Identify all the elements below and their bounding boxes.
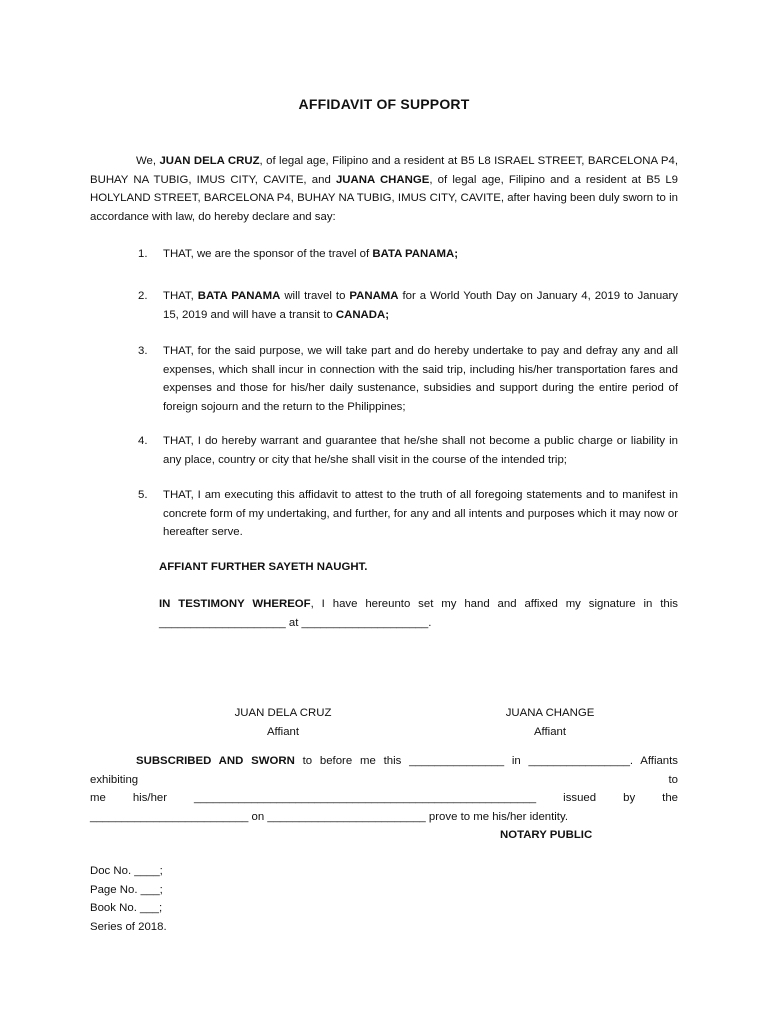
item-text: THAT, BATA PANAMA will travel to PANAMA for a World Youth Day on January 4, 2019 to January 15, 2019 and will have a transit to CANADA; (163, 290, 678, 321)
affiant-name: JUAN DELA CRUZ (234, 707, 332, 719)
item-number: 1. (138, 248, 148, 260)
item-text: THAT, for the said purpose, we will take part and do hereby undertake to pay and defray any and all expenses, which shall incur in connection with the said trip, including his/her transportation fares and expenses and those for his/her daily sustenance, subsidies and support during the entire period of foreign sojourn and the return to the Philippines; (163, 345, 678, 413)
item-text: THAT, I do hereby warrant and guarantee that he/she shall not become a public charge or liability in any place, country or city that he/she shall visit in the course of the intended trip; (163, 435, 678, 466)
item-text: THAT, we are the sponsor of the travel of BATA PANAMA; (163, 248, 458, 260)
item-text: THAT, I am executing this affidavit to attest to the truth of all foregoing statements and to manifest in concrete form of my undertaking, and further, for any and all intents and purposes which it may now or hereafter serve. (163, 489, 678, 538)
document-title: AFFIDAVIT OF SUPPORT (298, 96, 470, 112)
item-number: 5. (138, 489, 148, 501)
list-item (138, 486, 678, 542)
sworn-paragraph: SUBSCRIBED AND SWORN to before me this _______________ in ________________. Affiants exhibiting to me his/her ______________________________________________________ issued by the _________________________ on _________________________ prove to me his/her identity. (90, 755, 679, 823)
list-item (138, 432, 678, 469)
testimony-blank-line: ____________________ at ____________________. (159, 616, 432, 629)
notary-public-label: NOTARY PUBLIC (500, 829, 593, 841)
item-number: 3. (138, 345, 148, 357)
sponsor-name-1: JUAN DELA CRUZ (159, 155, 260, 167)
sayeth-naught: AFFIANT FURTHER SAYETH NAUGHT. (159, 561, 368, 573)
affiant-name: JUANA CHANGE (505, 707, 595, 719)
list-item (138, 287, 678, 324)
affiant-role: Affiant (533, 725, 567, 738)
series: Series of 2018. (90, 920, 167, 933)
item-number: 4. (138, 435, 148, 447)
sponsor-name-2: JUANA CHANGE (335, 173, 430, 186)
item-number: 2. (138, 290, 148, 302)
signature-block-2 (460, 704, 640, 741)
intro-paragraph: We, JUAN DELA CRUZ, of legal age, Filipino and a resident at B5 L8 ISRAEL STREET, BARCELONA P4, BUHAY NA TUBIG, IMUS CITY, CAVITE, and JUANA CHANGE, of legal age, Filipino and a resident at B5 L9 HOLYLAND STREET, BARCELONA P4, BUHAY NA TUBIG, IMUS CITY, CAVITE, after having been duly sworn to in accordance with law, do hereby declare and say: (90, 155, 679, 223)
doc-reference-block (90, 862, 167, 936)
book-no: Book No. ___; (90, 902, 163, 914)
testimony-paragraph: IN TESTIMONY WHEREOF, I have hereunto set my hand and affixed my signature in this ____________________ at ____________________. (159, 595, 678, 632)
signature-block-1 (193, 704, 373, 741)
list-item (138, 342, 678, 416)
list-item (138, 245, 678, 264)
affiant-role: Affiant (266, 725, 300, 738)
page-no: Page No. ___; (90, 883, 163, 896)
doc-no: Doc No. ____; (90, 865, 163, 877)
